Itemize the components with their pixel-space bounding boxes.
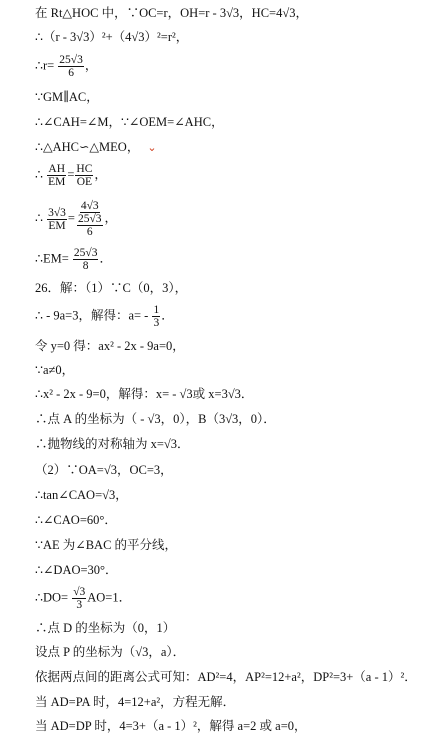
text-line: 26．解：（1）∵C（0，3）， xyxy=(35,281,188,295)
text-line: 依据两点间的距离公式可知：AD²=4，AP²=12+a²，DP²=3+（a - 1）²． xyxy=(35,670,417,684)
text-line: 在 Rt△HOC 中，∵OC=r，OH=r - 3√3，HC=4√3， xyxy=(35,6,308,20)
text-line: ∵AE 为∠BAC 的平分线， xyxy=(35,538,178,552)
text-line: ∴r= $\frac{25√3}{6}$ ， xyxy=(35,54,98,79)
fraction: $\frac{25√3}{6}$ xyxy=(77,213,102,238)
text-line: ∴∠CAH=∠M，∵∠OEM=∠AHC， xyxy=(35,115,224,129)
text-line: 令 y=0 得：ax² - 2x - 9a=0， xyxy=(35,339,185,353)
text-line: 设点 P 的坐标为（√3，a）． xyxy=(35,645,186,659)
text-line: ∴EM= $\frac{25√3}{8}$ ． xyxy=(35,247,112,272)
chevron-down-icon: ⌄ xyxy=(147,142,157,154)
text-line: ∴点 A 的坐标为（ - √3，0），B（3√3，0）． xyxy=(35,412,276,426)
compound-fraction: $\frac{4√3}{\frac{25√3}{6}}$ xyxy=(77,200,102,238)
text-line: （2）∵OA=√3，OC=3， xyxy=(35,463,173,477)
text-line: ∴ - 9a=3，解得：a= - $\frac{1}{3}$ ． xyxy=(35,304,174,329)
text-line: ∵GM∥AC， xyxy=(35,90,99,104)
fraction: $\frac{AH}{EM}$ xyxy=(48,163,66,188)
fraction: $\frac{3√3}{EM}$ xyxy=(48,206,66,232)
text-line: ∵a≠0， xyxy=(35,363,75,377)
text-line: ∴DO= $\frac{√3}{3}$ AO=1． xyxy=(35,586,132,611)
text-line: ∴△AHC∽△MEO， ⌄ xyxy=(35,140,157,154)
fraction: $\frac{25√3}{8}$ xyxy=(73,247,98,272)
text-line: ∴∠CAO=60°． xyxy=(35,513,117,527)
text-line: 当 AD=PA 时，4=12+a²，方程无解． xyxy=(35,695,236,709)
text-line: ∴抛物线的对称轴为 x=√3． xyxy=(35,437,190,451)
text-line: ∴ $\frac{3√3}{EM}$ = $\frac{4√3}{\frac{25√3}{6}}$ ， xyxy=(35,200,118,238)
text-line: ∴tan∠CAO=√3， xyxy=(35,488,128,502)
fraction: $\frac{1}{3}$ xyxy=(153,304,160,329)
text-line: ∴（r - 3√3）²+（4√3）²=r²， xyxy=(35,30,189,44)
fraction: $\frac{√3}{3}$ xyxy=(73,586,86,611)
text-line: ∴ $\frac{AH}{EM}$ = $\frac{HC}{OE}$ ， xyxy=(35,163,107,188)
text-line: ∴x² - 2x - 9=0，解得：x= - √3或 x=3√3． xyxy=(35,387,254,401)
text-line: ∴∠DAO=30°． xyxy=(35,563,118,577)
fraction: $\frac{25√3}{6}$ xyxy=(59,54,83,79)
text-line: ∴点 D 的坐标为（0，1） xyxy=(35,621,176,635)
fraction: $\frac{HC}{OE}$ xyxy=(76,163,93,188)
text-line: 当 AD=DP 时，4=3+（a - 1）²，解得 a=2 或 a=0， xyxy=(35,719,307,733)
